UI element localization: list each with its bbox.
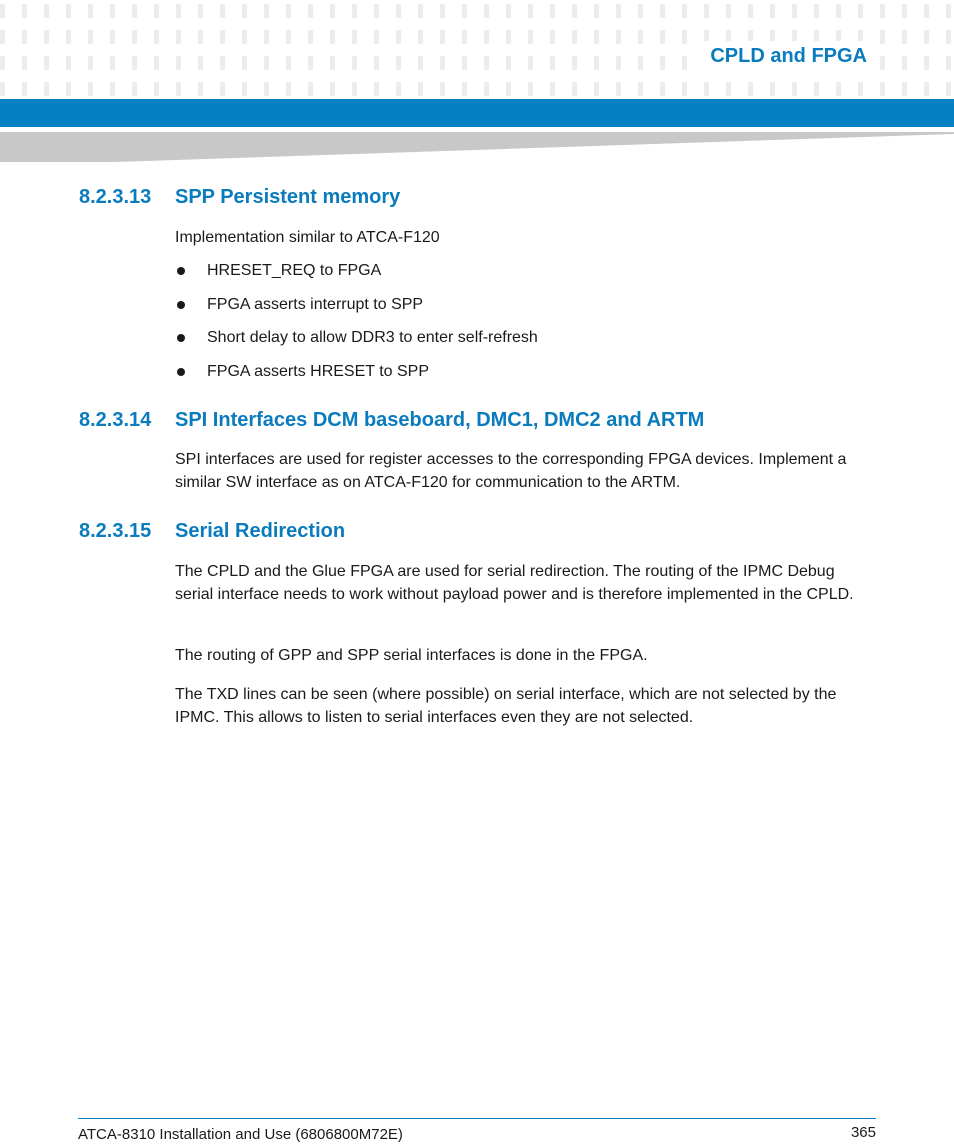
section-heading-serial-redirection <box>79 519 345 543</box>
paragraph: The CPLD and the Glue FPGA are used for serial redirection. The routing of the IPMC Debug serial interface needs to work without payload power and is therefore implemented in the CPLD. <box>175 563 854 603</box>
paragraph: The TXD lines can be seen (where possible) on serial interface, which are not selected by the IPMC. This allows to listen to serial interfaces even they are not selected. <box>175 686 837 726</box>
list-item-text: HRESET_REQ to FPGA <box>207 262 382 279</box>
paragraph: The routing of GPP and SPP serial interfaces is done in the FPGA. <box>175 647 648 664</box>
section-intro: Implementation similar to ATCA-F120 <box>175 229 440 246</box>
header-gray-wedge <box>0 132 954 162</box>
page-number: 365 <box>850 1124 876 1141</box>
bullet-icon <box>177 368 185 376</box>
section-number: 8.2.3.15 <box>79 520 152 542</box>
list-item-text: FPGA asserts HRESET to SPP <box>207 363 429 380</box>
section-title: SPP Persistent memory <box>175 186 401 208</box>
section-heading-spi-interfaces <box>79 408 704 432</box>
section-title: Serial Redirection <box>175 520 346 542</box>
bullet-icon <box>177 334 185 342</box>
list-item-text: FPGA asserts interrupt to SPP <box>207 296 424 313</box>
paragraph: SPI interfaces are used for register accesses to the corresponding FPGA devices. Implement a similar SW interface as on ATCA-F120 for communication to the ARTM. <box>175 451 847 491</box>
chapter-title: CPLD and FPGA <box>704 41 873 71</box>
section-number: 8.2.3.13 <box>79 186 152 208</box>
list-item-text: Short delay to allow DDR3 to enter self-refresh <box>207 329 538 346</box>
footer-rule <box>78 1118 876 1119</box>
section-title: SPI Interfaces DCM baseboard, DMC1, DMC2 and ARTM <box>175 409 705 431</box>
footer-document-title: ATCA-8310 Installation and Use (6806800M72E) <box>78 1126 403 1143</box>
header-accent-bar <box>0 99 954 127</box>
section-number: 8.2.3.14 <box>79 409 152 431</box>
section-heading-spp-persistent-memory <box>79 185 400 209</box>
bullet-icon <box>177 301 185 309</box>
bullet-icon <box>177 267 185 275</box>
